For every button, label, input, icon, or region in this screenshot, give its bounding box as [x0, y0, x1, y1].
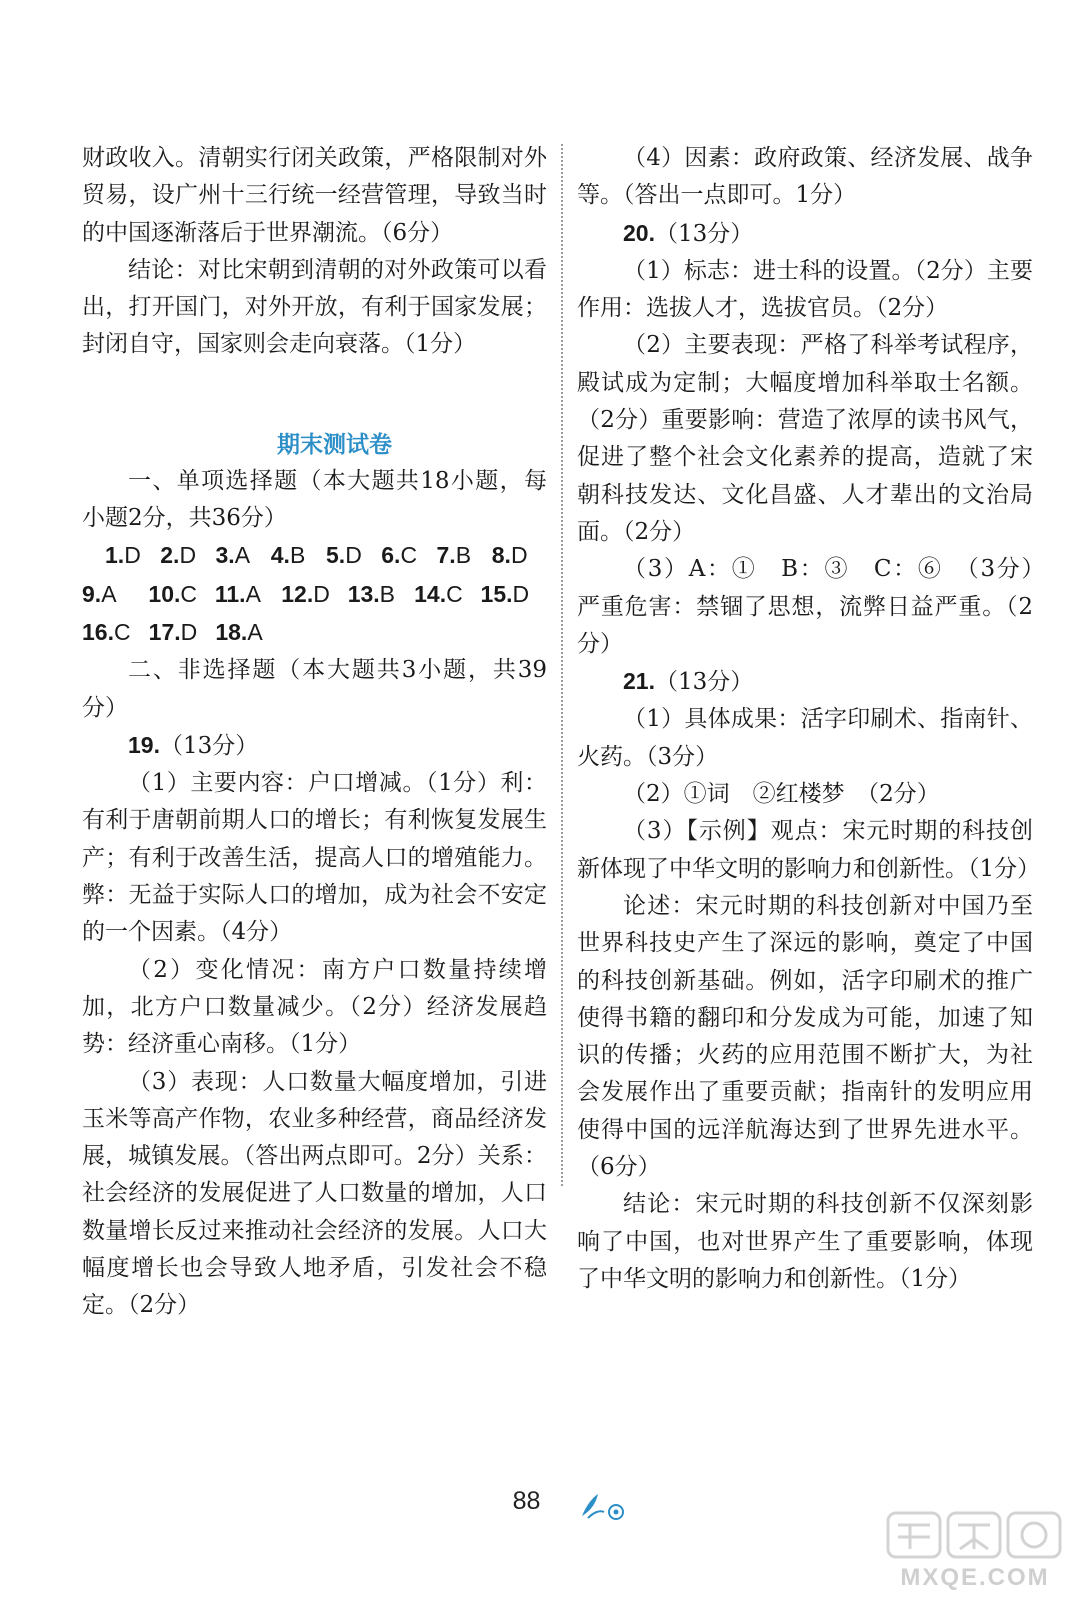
answer-item: [148, 576, 214, 614]
answer-letter: D: [180, 618, 198, 645]
page-number-text: 88: [512, 1487, 541, 1515]
answer-letter: B: [379, 580, 396, 607]
answer-number: 8.: [491, 542, 511, 569]
q21-part2: （2）①词 ②红楼梦 （2分）: [623, 781, 940, 808]
q20-part3: （3）A：① B：③ C：⑥ （3分） 严重危害：禁锢了思想，流弊日益严重。（2分）: [577, 556, 1056, 657]
answer-number: 4.: [270, 542, 290, 569]
answer-row-2: [82, 576, 547, 614]
answer-letter: D: [313, 580, 330, 607]
answer-item: [105, 537, 160, 575]
part1-heading: 一、单项选择题（本大题共18小题，每小题2分，共36分）: [82, 467, 547, 532]
answer-number: 16.: [82, 618, 114, 645]
answer-number: 3.: [215, 542, 235, 569]
answer-number: 12.: [281, 580, 314, 607]
answer-number: 9.: [82, 580, 102, 607]
q21-number: 21.: [623, 668, 655, 695]
q20-header: [577, 215, 1033, 253]
q20-part1: （1）标志：进士科的设置。（2分）主要作用：选拔人才，选拔官员。（2分）: [577, 257, 1033, 322]
q21-part1: （1）具体成果：活字印刷术、指南针、火药。（3分）: [577, 706, 1033, 770]
part2-heading: 二、非选择题（本大题共3小题，共39分）: [82, 657, 547, 721]
answer-number: 5.: [326, 542, 346, 569]
column-divider: [561, 144, 563, 1186]
answer-letter: A: [247, 618, 263, 645]
answer-number: 6.: [381, 542, 401, 569]
q20-part2: （2）主要表现：严格了科举考试程序，殿试成为定制；大幅度增加科举取士名额。（2分）重要影响：营造了浓厚的读书风气，促进了整个社会文化素养的提高，造就了宋朝科技发达、文化昌盛、人才辈出的文治局面。（2分）: [577, 332, 1033, 545]
answer-letter: D: [345, 542, 362, 569]
q19-part1: （1）主要内容：户口增减。（1分）利：有利于唐朝前期人口的增长；有利恢复发展生产；有利于改善生活，提高人口的增殖能力。弊：无益于实际人口的增加，成为社会不安定的一个因素。（4分）: [82, 770, 547, 946]
q21-argument: 论述：宋元时期的科技创新对中国乃至世界科技史产生了深远的影响，奠定了中国的科技创新基础。例如，活字印刷术的推广使得书籍的翻印和分发成为可能，加速了知识的传播；火药的应用范围不断扩大，为社会发展作出了重要贡献；指南针的发明应用使得中国的远洋航海达到了世界先进水平。（6分）: [577, 892, 1033, 1181]
answer-item: [414, 576, 480, 614]
watermark-logo: [880, 1505, 1070, 1595]
answer-letter: C: [446, 580, 463, 607]
answer-number: 18.: [215, 618, 248, 645]
q19-part3: （3）表现：人口数量大幅度增加，引进玉米等高产作物，农业多种经营，商品经济发展，城镇发展。（答出两点即可。2分）关系：社会经济的发展促进了人口数量的增加，人口数量增长反过来推动社会经济的发展。人口大幅度增长也会导致人地矛盾，引发社会不稳定。（2分）: [82, 1068, 547, 1319]
answer-letter: C: [180, 580, 198, 607]
q19-score: （13分）: [159, 732, 259, 759]
answer-row-3: [82, 614, 282, 652]
q19-number: 19.: [128, 731, 160, 758]
answer-item: [348, 576, 414, 614]
answer-number: 1.: [105, 542, 125, 569]
q21-score: （13分）: [654, 669, 754, 696]
answer-number: 15.: [480, 580, 513, 607]
q19-header: [82, 727, 547, 765]
answer-item: [437, 537, 492, 575]
q20-score: （13分）: [654, 220, 754, 247]
q19-part2: （2）变化情况：南方户口数量持续增加，北方户口数量减少。（2分）经济发展趋势：经济重心南移。（1分）: [82, 956, 547, 1058]
answer-item: [381, 537, 436, 575]
answer-letter: D: [179, 542, 197, 569]
answer-item: [82, 614, 149, 652]
answer-item: [271, 537, 326, 575]
answer-row-1: [82, 537, 547, 575]
left-conclusion-paragraph: 结论：对比宋朝到清朝的对外政策可以看出，打开国门，对外开放，有利于国家发展；封闭自守，国家则会走向衰落。（1分）: [82, 256, 547, 358]
right-column: [577, 140, 1056, 1298]
left-column: [82, 140, 547, 1325]
answer-number: 11.: [214, 580, 246, 607]
answer-number: 14.: [414, 580, 447, 607]
answer-item: [216, 537, 271, 575]
answer-item: [326, 537, 381, 575]
answer-letter: B: [289, 542, 306, 569]
answer-letter: C: [400, 542, 418, 569]
answer-letter: D: [124, 542, 141, 569]
q20-number: 20.: [623, 219, 655, 246]
answer-letter: A: [245, 580, 261, 607]
answer-number: 2.: [160, 542, 180, 569]
left-continued-paragraph: 财政收入。清朝实行闭关政策，严格限制对外贸易，设广州十三行统一经营管理，导致当时的中国逐渐落后于世界潮流。（6分）: [82, 145, 547, 246]
answer-letter: D: [510, 542, 528, 569]
prev-q-part4: （4）因素：政府政策、经济发展、战争等。（答出一点即可。1分）: [577, 145, 1033, 209]
answer-number: 17.: [148, 618, 181, 645]
answer-item: [215, 614, 282, 652]
answer-item: [149, 614, 216, 652]
svg-text:MXQE.COM: MXQE.COM: [900, 1564, 1050, 1591]
q21-conclusion: 结论：宋元时期的科技创新不仅深刻影响了中国，也对世界产生了重要影响，体现了中华文明的影响力和创新性。（1分）: [577, 1191, 1033, 1292]
answer-letter: D: [512, 580, 530, 607]
answer-item: [160, 537, 215, 575]
answer-item: [281, 576, 347, 614]
answer-letter: A: [234, 542, 251, 569]
q21-part3: （3）【示例】观点：宋元时期的科技创新体现了中华文明的影响力和创新性。（1分）: [577, 818, 1041, 882]
leaf-swirl-icon: [578, 1488, 630, 1522]
answer-item: [82, 576, 148, 614]
section-title: 期末测试卷: [277, 430, 392, 458]
answer-letter: A: [101, 580, 117, 607]
answer-item: [492, 537, 547, 575]
answer-letter: B: [455, 542, 472, 569]
answer-number: 13.: [347, 580, 380, 607]
answer-item: [481, 576, 547, 614]
q21-header: [577, 663, 1033, 701]
answer-letter: C: [113, 618, 131, 645]
answer-number: 7.: [436, 542, 456, 569]
answer-item: [215, 576, 281, 614]
answer-number: 10.: [148, 580, 181, 607]
